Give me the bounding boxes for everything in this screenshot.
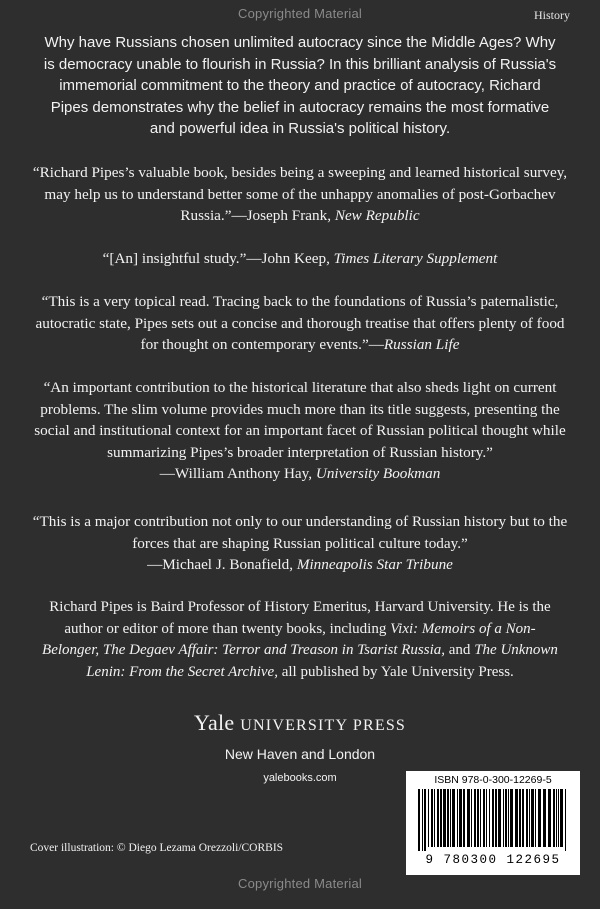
- barcode-bar: [522, 789, 524, 847]
- barcode-bar: [535, 789, 536, 847]
- barcode-icon: [412, 789, 574, 851]
- quote-source: New Republic: [334, 207, 420, 224]
- barcode-bar: [519, 789, 521, 847]
- review-quote-2: [30, 248, 570, 270]
- barcode-bar: [558, 789, 559, 847]
- barcode-bar: [471, 789, 472, 847]
- barcode-bar: [543, 789, 546, 847]
- bio-book-title: Vixi: Memoirs of a Non-Belonger,: [42, 620, 536, 658]
- barcode-bar: [548, 789, 551, 847]
- barcode-bar: [457, 789, 458, 847]
- author-bio: [40, 597, 560, 683]
- barcode-bar: [474, 789, 476, 847]
- barcode-bar: [450, 789, 451, 847]
- publisher-city: New Haven and London: [224, 746, 376, 762]
- barcode-bar: [505, 789, 507, 847]
- barcode-bar: [560, 789, 563, 847]
- quote-author: —William Anthony Hay,: [159, 465, 316, 482]
- barcode-bar: [459, 789, 462, 847]
- barcode-bar: [556, 789, 557, 847]
- category-label: History: [534, 8, 570, 22]
- review-quote-3: [30, 291, 570, 356]
- barcode-bar: [463, 789, 465, 847]
- barcode-bar: [492, 789, 494, 847]
- barcode-bar: [440, 789, 442, 847]
- quote-text: “An important contribution to the historical literature that also sheds light on current problems. The slim volume provides much more than its title suggests, presenting the social and institutional context for an important facet of Russian political thought while summarizing Pipes’s broader interpretation of Russian history.”: [34, 379, 566, 461]
- bio-book-title: The Degaev Affair: Terror and Treason in Tsarist Russia,: [102, 642, 446, 658]
- barcode-bar: [529, 789, 530, 847]
- barcode-bar: [503, 789, 504, 847]
- barcode-bar: [495, 789, 497, 847]
- barcode-bar: [565, 789, 566, 851]
- barcode-bar: [428, 789, 429, 847]
- barcode-bar: [480, 789, 481, 847]
- publisher-name-main: Yale: [193, 710, 241, 735]
- quote-text: “This is a major contribution not only to our understanding of Russian history but to the forces that are shaping Russian political culture today.”: [32, 513, 568, 552]
- quote-author: —: [368, 336, 384, 353]
- quote-author: —John Keep,: [246, 250, 334, 267]
- barcode-bar: [437, 789, 439, 847]
- barcode-bar: [489, 789, 490, 847]
- quote-text: “Richard Pipes’s valuable book, besides being a sweeping and learned historical survey, may help us to understand better some of the unhappy anomalies of post-Gorbachev Russia.”: [32, 164, 568, 224]
- barcode-bar: [477, 789, 479, 847]
- barcode-bar: [553, 789, 555, 847]
- barcode-bar: [538, 789, 541, 847]
- barcode-bar: [498, 789, 501, 847]
- barcode-bar: [447, 789, 449, 847]
- bio-book-title: The Unknown Lenin: From the Secret Archive,: [86, 642, 558, 680]
- intro-blurb: Why have Russians chosen unlimited autocracy since the Middle Ages? Why is democracy unable to flourish in Russia? In this brilliant analysis of Russia's immemorial commitment to the theory and practice of autocracy, Richard Pipes demonstrates why the belief in autocracy remains the most formative and powerful idea in Russia's political history.: [43, 34, 557, 137]
- review-quote-4: [30, 377, 570, 485]
- watermark-top: Copyrighted Material: [238, 6, 362, 21]
- barcode-bar: [431, 789, 433, 847]
- barcode-bar: [418, 789, 420, 851]
- bio-text: all published by Yale University Press.: [277, 663, 514, 680]
- barcode-bar: [467, 789, 470, 847]
- barcode-bar: [531, 789, 534, 847]
- watermark-bottom: Copyrighted Material: [238, 876, 362, 891]
- barcode-bar: [452, 789, 455, 847]
- barcode-bar: [483, 789, 485, 847]
- barcode-bar: [508, 789, 509, 847]
- barcode-bar: [515, 789, 518, 847]
- quote-source: Minneapolis Star Tribune: [296, 556, 453, 573]
- cover-credit: Cover illustration: © Diego Lezama Orezzoli/CORBIS: [30, 842, 284, 854]
- quote-author: —Joseph Frank,: [231, 207, 335, 224]
- quote-author: —Michael J. Bonafield,: [147, 556, 297, 573]
- barcode-bar: [510, 789, 513, 847]
- quote-text: “[An] insightful study.”: [102, 250, 247, 267]
- review-quote-5: [30, 511, 570, 576]
- barcode-bar: [526, 789, 528, 847]
- barcode-digits: 9 780300 122695: [425, 853, 561, 867]
- barcode-bar: [424, 789, 426, 851]
- barcode-bar: [443, 789, 446, 847]
- isbn-label: ISBN 978-0-300-12269-5: [434, 774, 552, 786]
- quote-source: University Bookman: [315, 465, 441, 482]
- quote-source: Times Literary Supplement: [333, 250, 498, 267]
- publisher-name-smallcaps: UNIVERSITY PRESS: [240, 717, 407, 734]
- quote-source: Russian Life: [383, 336, 460, 353]
- review-quote-1: [30, 162, 570, 227]
- barcode-bar: [434, 789, 435, 847]
- barcode-bar: [486, 789, 487, 847]
- quote-text: “This is a very topical read. Tracing back to the foundations of Russia’s paternalistic, autocratic state, Pipes sets out a concise and thorough treatise that offers plenty of food for thought on contemporary events.”: [35, 293, 565, 353]
- barcode-bar: [422, 789, 423, 851]
- publisher-url: yalebooks.com: [263, 772, 337, 784]
- publisher-name: [0, 710, 600, 736]
- bio-text: Richard Pipes is Baird Professor of History Emeritus, Harvard University. He is the author or editor of more than twenty books, including: [49, 599, 551, 637]
- isbn-barcode: [406, 771, 580, 875]
- bio-separator: and: [445, 642, 475, 658]
